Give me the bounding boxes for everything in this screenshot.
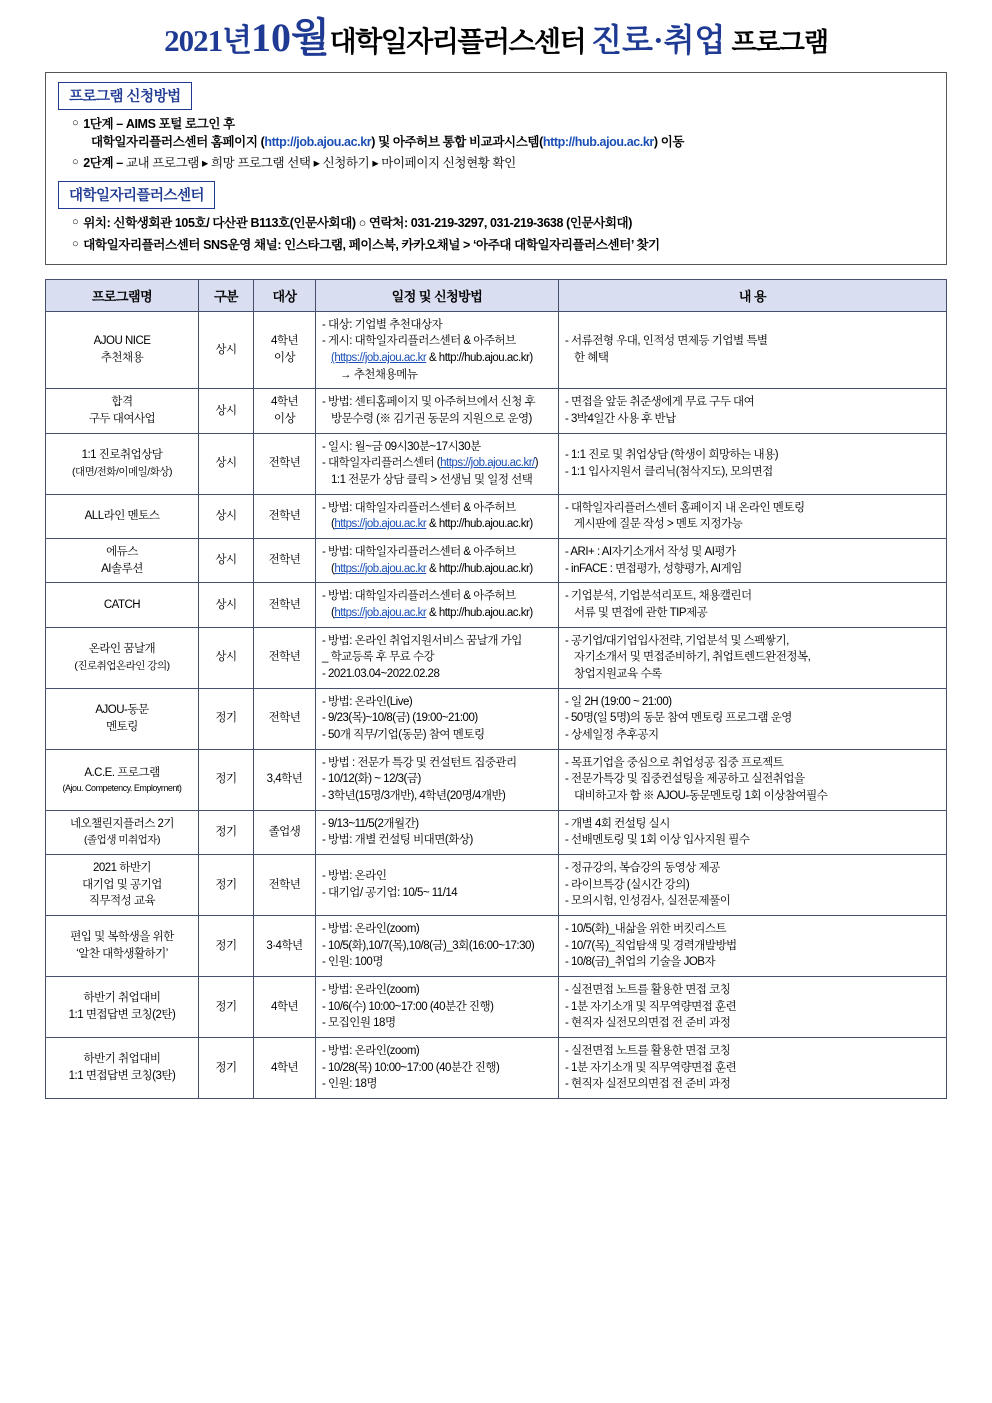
cell-schedule: - 대상: 기업별 추천대상자 - 게시: 대학일자리플러스센터 & 아주허브 (https://job.ajou.ac.kr & http://hub.ajou.ac.kr) → 추천채용메뉴 [316, 311, 559, 389]
cell-program-name: 편입 및 복학생을 위한 ‘알찬 대학생활하기’ [46, 916, 199, 977]
cell-content: - 면접을 앞둔 취준생에게 무료 구두 대여 - 3박4일간 사용 후 반납 [559, 389, 947, 433]
cell-target: 전학년 [254, 855, 316, 916]
cell-target: 전학년 [254, 433, 316, 494]
cell-target: 전학년 [254, 539, 316, 583]
cell-target: 3,4학년 [254, 749, 316, 810]
cell-schedule: - 방법: 대학일자리플러스센터 & 아주허브 (https://job.ajou.ac.kr & http://hub.ajou.ac.kr) [316, 539, 559, 583]
table-row [46, 433, 947, 494]
cell-target: 전학년 [254, 583, 316, 627]
th-type: 구분 [199, 279, 254, 311]
th-content: 내 용 [559, 279, 947, 311]
cell-schedule: - 방법: 온라인(Live) - 9/23(목)~10/8(금) (19:00~21:00) - 50개 직무/기업(동문) 참여 멘토링 [316, 688, 559, 749]
circle-bullet-icon: ○ [72, 237, 79, 250]
cell-content: - 서류전형 우대, 인적성 면제등 기업별 특별 한 혜택 [559, 311, 947, 389]
cell-content: - 대학일자리플러스센터 홈페이지 내 온라인 멘토링 게시판에 질문 작성 > 멘토 지정가능 [559, 494, 947, 538]
location-text: 위치: 신학생회관 105호/ 다산관 B113호(인문사회대) ○ 연락처: 031-219-3297, 031-219-3638 (인문사회대) [83, 216, 632, 231]
cell-target: 4학년 [254, 977, 316, 1038]
title-tail: 프로그램 [731, 28, 828, 57]
table-row [46, 311, 947, 389]
cell-program-name: 온라인 꿈날개 (진로취업온라인 강의) [46, 627, 199, 688]
cell-program-name: ALL라인 멘토스 [46, 494, 199, 538]
step1-label: 1단계 – [83, 117, 123, 131]
cell-target: 4학년 [254, 1038, 316, 1099]
cell-content: - 개별 4회 컨설팅 실시 - 선배멘토링 및 1회 이상 입사지원 필수 [559, 810, 947, 854]
cell-program-name: A.C.E. 프로그램 (Ajou. Competency. Employment) [46, 749, 199, 810]
cell-schedule: - 방법: 온라인 취업지원서비스 꿈날개 가입 _ 학교등록 후 무료 수강 - 2021.03.04~2022.02.28 [316, 627, 559, 688]
cell-content: - 일 2H (19:00 ~ 21:00) - 50명(일 5명)의 동문 참여 멘토링 프로그램 운영 - 상세일정 추후공지 [559, 688, 947, 749]
cell-content: - 실전면접 노트를 활용한 면접 코칭 - 1분 자기소개 및 직무역량면접 훈련 - 현직자 실전모의면접 전 준비 과정 [559, 977, 947, 1038]
cell-program-name: 합격 구두 대여사업 [46, 389, 199, 433]
cell-type: 상시 [199, 539, 254, 583]
title-year: 2021년 [164, 23, 252, 58]
step1-sub-line [58, 133, 934, 151]
apply-method-tag: 프로그램 신청방법 [58, 82, 192, 110]
cell-type: 정기 [199, 1038, 254, 1099]
cell-type: 상시 [199, 627, 254, 688]
cell-target: 3·4학년 [254, 916, 316, 977]
cell-type: 상시 [199, 311, 254, 389]
cell-schedule: - 방법: 대학일자리플러스센터 & 아주허브 (https://job.ajou.ac.kr & http://hub.ajou.ac.kr) [316, 494, 559, 538]
th-target: 대상 [254, 279, 316, 311]
cell-schedule: - 방법: 온라인(zoom) - 10/5(화),10/7(목),10/8(금)_3회(16:00~17:30) - 인원: 100명 [316, 916, 559, 977]
table-row [46, 539, 947, 583]
cell-type: 상시 [199, 583, 254, 627]
cell-target: 4학년 이상 [254, 389, 316, 433]
step2-line [58, 154, 934, 172]
cell-type: 정기 [199, 855, 254, 916]
table-row [46, 977, 947, 1038]
info-box [45, 72, 947, 265]
table-row [46, 810, 947, 854]
step2-label: 2단계 – [83, 156, 123, 171]
step1-sub-b: ) 및 아주허브 통합 비교과시스템( [371, 135, 543, 150]
table-row [46, 855, 947, 916]
cell-program-name: 하반기 취업대비 1:1 면접답변 코칭(3탄) [46, 1038, 199, 1099]
step1-sub-c: ) 이동 [653, 135, 685, 150]
cell-type: 정기 [199, 977, 254, 1038]
title-month: 10월 [251, 15, 330, 60]
cell-target: 전학년 [254, 494, 316, 538]
cell-content: - 목표기업을 중심으로 취업성공 집중 프로젝트 - 전문가특강 및 집중컨설팅을 제공하고 실전취업을 대비하고자 함 ※ AJOU-동문멘토링 1회 이상참여필수 [559, 749, 947, 810]
circle-bullet-icon: ○ [72, 117, 79, 129]
table-row [46, 1038, 947, 1099]
cell-program-name: 2021 하반기 대기업 및 공기업 직무적성 교육 [46, 855, 199, 916]
cell-schedule: - 9/13~11/5(2개월간) - 방법: 개별 컨설팅 비대면(화상) [316, 810, 559, 854]
hub-portal-link[interactable]: http://hub.ajou.ac.kr [542, 135, 654, 150]
table-row [46, 494, 947, 538]
th-program-name: 프로그램명 [46, 279, 199, 311]
title-center: 대학일자리플러스센터 [329, 27, 586, 58]
cell-content: - 10/5(화)_내삶을 위한 버킷리스트 - 10/7(목)_직업탐색 및 경력개발방법 - 10/8(금)_취업의 기술을 JOB자 [559, 916, 947, 977]
circle-bullet-icon: ○ [72, 216, 79, 229]
cell-schedule: - 방법: 온라인(zoom) - 10/28(목) 10:00~17:00 (40분간 진행) - 인원: 18명 [316, 1038, 559, 1099]
cell-type: 정기 [199, 916, 254, 977]
th-schedule: 일정 및 신청방법 [316, 279, 559, 311]
cell-target: 전학년 [254, 627, 316, 688]
cell-schedule: - 방법: 센티홈페이지 및 아주허브에서 신청 후 방문수령 (※ 김기권 동문의 지원으로 운영) [316, 389, 559, 433]
step1-line [58, 115, 934, 133]
sns-line [58, 236, 934, 254]
sns-text: 대학일자리플러스센터 SNS운영 채널: 인스타그램, 페이스북, 카카오채널 > ‘아주대 대학일자리플러스센터’ 찾기 [83, 237, 660, 252]
cell-content: - 기업분석, 기업분석리포트, 채용캘린더 서류 및 면접에 관한 TIP제공 [559, 583, 947, 627]
cell-program-name: AJOU-동문 멘토링 [46, 688, 199, 749]
cell-schedule: - 방법: 대학일자리플러스센터 & 아주허브 (https://job.ajou.ac.kr & http://hub.ajou.ac.kr) [316, 583, 559, 627]
cell-program-name: 에듀스 AI솔루션 [46, 539, 199, 583]
circle-bullet-icon: ○ [72, 156, 79, 169]
cell-type: 정기 [199, 749, 254, 810]
program-table [45, 279, 947, 1100]
cell-type: 정기 [199, 810, 254, 854]
table-row [46, 583, 947, 627]
cell-target: 4학년 이상 [254, 311, 316, 389]
cell-schedule: - 일시: 월~금 09시30분~17시30분 - 대학일자리플러스센터 (https://job.ajou.ac.kr/) 1:1 전문가 상담 클릭 > 선생님 및 일정 선택 [316, 433, 559, 494]
table-row [46, 627, 947, 688]
cell-content: - 공기업/대기업입사전략, 기업분석 및 스펙쌓기, 자기소개서 및 면접준비하기, 취업트렌드완전정복, 창업지원교육 수록 [559, 627, 947, 688]
cell-schedule: - 방법: 온라인 - 대기업/ 공기업: 10/5~ 11/14 [316, 855, 559, 916]
job-portal-link[interactable]: http://job.ajou.ac.kr [264, 135, 372, 150]
step1-sub-a: 대학일자리플러스센터 홈페이지 ( [91, 135, 265, 150]
cell-type: 상시 [199, 494, 254, 538]
table-row [46, 688, 947, 749]
cell-type: 상시 [199, 389, 254, 433]
table-row [46, 389, 947, 433]
cell-target: 졸업생 [254, 810, 316, 854]
cell-program-name: 1:1 진로취업상담 (대면/전화/이메일/화상) [46, 433, 199, 494]
cell-schedule: - 방법 : 전문가 특강 및 컨설턴트 집중관리 - 10/12(화) ~ 12/3(금) - 3학년(15명/3개반), 4학년(20명/4개반) [316, 749, 559, 810]
center-info-tag: 대학일자리플러스센터 [58, 181, 215, 209]
location-line [58, 214, 934, 232]
cell-schedule: - 방법: 온라인(zoom) - 10/6(수) 10:00~17:00 (40분간 진행) - 모집인원 18명 [316, 977, 559, 1038]
table-row [46, 916, 947, 977]
cell-type: 정기 [199, 688, 254, 749]
cell-content: - 실전면접 노트를 활용한 면접 코칭 - 1분 자기소개 및 직무역량면접 훈련 - 현직자 실전모의면접 전 준비 과정 [559, 1038, 947, 1099]
cell-program-name: CATCH [46, 583, 199, 627]
cell-type: 상시 [199, 433, 254, 494]
step1-text: AIMS 포털 로그인 후 [125, 117, 235, 131]
cell-content: - 정규강의, 복습강의 동영상 제공 - 라이브특강 (실시간 강의) - 모의시험, 인성검사, 실전문제풀이 [559, 855, 947, 916]
step2-text: 교내 프로그램 ▸ 희망 프로그램 선택 ▸ 신청하기 ▸ 마이페이지 신청현황 확인 [125, 156, 516, 171]
cell-program-name: AJOU NICE 추천채용 [46, 311, 199, 389]
page-title [45, 15, 947, 60]
cell-content: - ARI+ : AI자기소개서 작성 및 AI평가 - inFACE : 면접평가, 성향평가, AI게임 [559, 539, 947, 583]
cell-program-name: 하반기 취업대비 1:1 면접답변 코칭(2탄) [46, 977, 199, 1038]
cell-program-name: 네오챌린지플러스 2기 (졸업생 미취업자) [46, 810, 199, 854]
cell-content: - 1:1 진로 및 취업상담 (학생이 희망하는 내용) - 1:1 입사지원서 클리닉(첨삭지도), 모의면접 [559, 433, 947, 494]
title-accent: 진로·취업 [591, 22, 726, 58]
table-header-row [46, 279, 947, 311]
table-row [46, 749, 947, 810]
cell-target: 전학년 [254, 688, 316, 749]
